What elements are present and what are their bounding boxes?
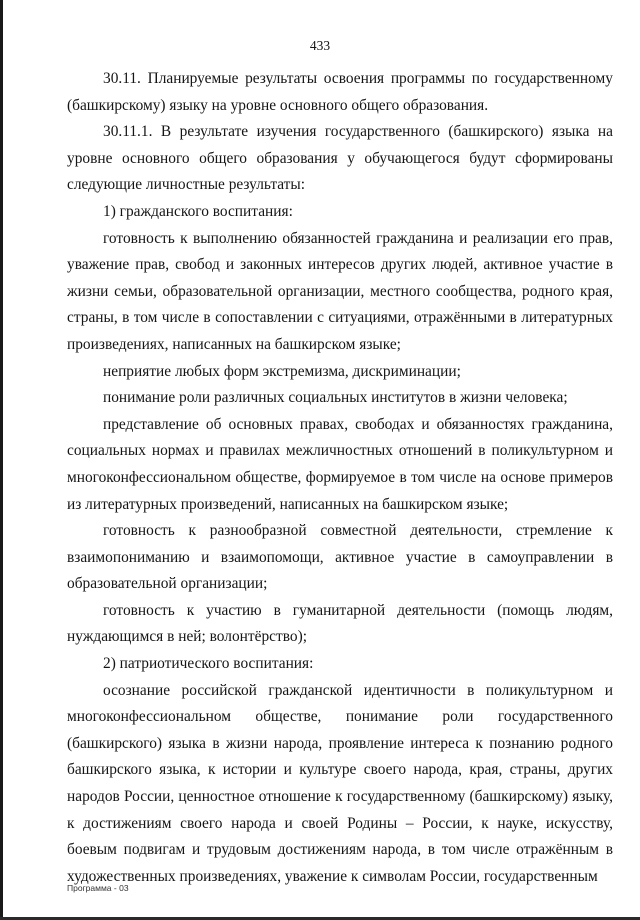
list-item: представление об основных правах, свободах и обязанностях гражданина, социальных нормах и правилах межличностных отношений в поликультурном и многоконфессиональном обществе, формируемое в том числе на основе примеров из литературных произведений, написанных на башкирском языке; bbox=[67, 415, 613, 513]
list-item: понимание роли различных социальных институтов в жизни человека; bbox=[103, 389, 568, 407]
subsection-intro: 30.11.1. В результате изучения государственного (башкирского) языка на уровне основного общего образования у обучающегося будут сформированы следующие личностные результаты: bbox=[67, 123, 613, 194]
section-heading: 30.11. Планируемые результаты освоения программы по государственному (башкирскому) языку на уровне основного общего образования. bbox=[67, 70, 613, 114]
list-item: неприятие любых форм экстремизма, дискриминации; bbox=[103, 362, 461, 380]
list-item: готовность к участию в гуманитарной деятельности (помощь людям, нуждающимся в ней; волонтёрство); bbox=[67, 601, 613, 646]
scan-edge-left bbox=[0, 0, 3, 920]
footer-label: Программа - 03 bbox=[67, 883, 129, 893]
category-heading-civic: 1) гражданского воспитания: bbox=[103, 202, 293, 220]
list-item: готовность к разнообразной совместной деятельности, стремление к взаимопониманию и взаимопомощи, активное участие в самоуправлении в образовательной организации; bbox=[67, 522, 613, 593]
list-item: осознание российской гражданской идентичности в поликультурном и многоконфессиональном обществе, понимание роли государственного (башкирского) языка в жизни народа, проявление интереса к познанию родного башкирского языка, к истории и культуре своего народа, края, страны, других народов России, ценностное отношение к государственному (башкирскому) языку, к достижениям своего народа и своей Родины – России, к науке, искусству, боевым подвигам и трудовым достижениям народа, в том числе отражённым в художественных произведениях, уважение к символам России, государственным bbox=[67, 681, 613, 885]
category-heading-patriotic: 2) патриотического воспитания: bbox=[103, 655, 314, 673]
document-body bbox=[67, 66, 613, 890]
list-item: готовность к выполнению обязанностей гражданина и реализации его прав, уважение прав, свобод и законных интересов других людей, активное участие в жизни семьи, образовательной организации, местного сообщества, родного края, страны, в том числе в сопоставлении с ситуациями, отражёнными в литературных произведениях, написанных на башкирском языке; bbox=[67, 229, 613, 353]
page-number: 433 bbox=[309, 38, 331, 53]
